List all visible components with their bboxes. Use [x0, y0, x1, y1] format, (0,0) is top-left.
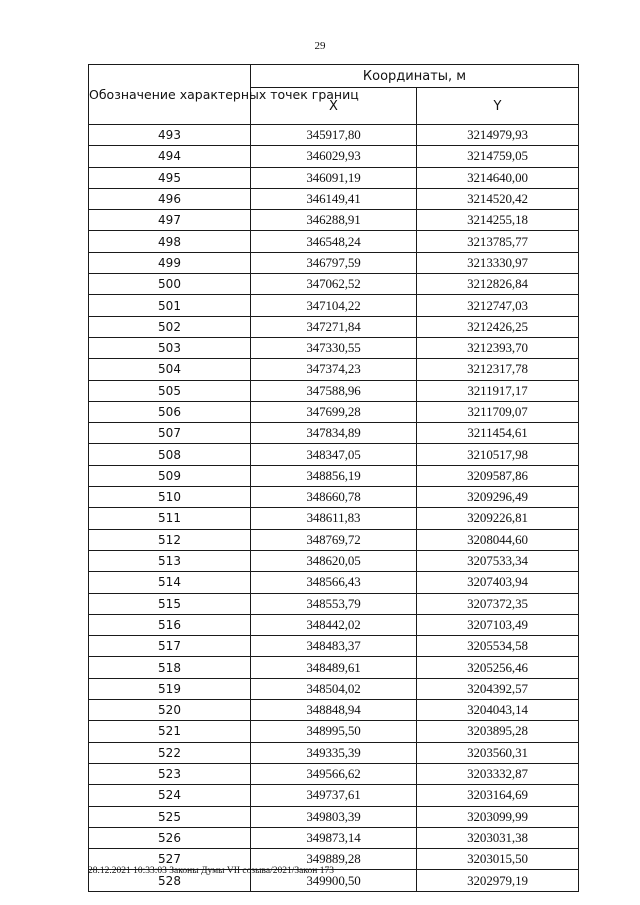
- x-cell: 348347,05: [251, 444, 417, 465]
- y-cell: 3214255,18: [417, 210, 579, 231]
- header-coordinates: Координаты, м: [251, 65, 579, 88]
- x-cell: 349889,28: [251, 849, 417, 870]
- x-cell: 347330,55: [251, 337, 417, 358]
- x-cell: 345917,80: [251, 125, 417, 146]
- point-cell: 515: [89, 593, 251, 614]
- table-row: [89, 231, 579, 252]
- y-cell: 3209226,81: [417, 508, 579, 529]
- y-cell: 3205534,58: [417, 636, 579, 657]
- x-cell: 348769,72: [251, 529, 417, 550]
- x-cell: 349803,39: [251, 806, 417, 827]
- table-row: [89, 593, 579, 614]
- x-cell: 348553,79: [251, 593, 417, 614]
- point-cell: 518: [89, 657, 251, 678]
- y-cell: 3203560,31: [417, 742, 579, 763]
- x-cell: 348660,78: [251, 487, 417, 508]
- table-row: [89, 678, 579, 699]
- x-cell: 348995,50: [251, 721, 417, 742]
- table-row: [89, 274, 579, 295]
- y-cell: 3207372,35: [417, 593, 579, 614]
- table-row: [89, 167, 579, 188]
- x-cell: 349737,61: [251, 785, 417, 806]
- table-row: [89, 636, 579, 657]
- point-cell: 509: [89, 465, 251, 486]
- x-cell: 347104,22: [251, 295, 417, 316]
- table-row: [89, 252, 579, 273]
- point-cell: 514: [89, 572, 251, 593]
- x-cell: 346149,41: [251, 188, 417, 209]
- x-cell: 346029,93: [251, 146, 417, 167]
- header-x: X: [251, 88, 417, 125]
- table-row: [89, 529, 579, 550]
- x-cell: 348442,02: [251, 614, 417, 635]
- x-cell: 349335,39: [251, 742, 417, 763]
- table-row: [89, 125, 579, 146]
- x-cell: 348620,05: [251, 550, 417, 571]
- y-cell: 3207533,34: [417, 550, 579, 571]
- x-cell: 347699,28: [251, 401, 417, 422]
- point-cell: 525: [89, 806, 251, 827]
- point-cell: 495: [89, 167, 251, 188]
- table-row: [89, 614, 579, 635]
- x-cell: 348856,19: [251, 465, 417, 486]
- page-number: 29: [314, 40, 326, 52]
- point-cell: 517: [89, 636, 251, 657]
- table-row: [89, 763, 579, 784]
- y-cell: 3204392,57: [417, 678, 579, 699]
- y-cell: 3211917,17: [417, 380, 579, 401]
- y-cell: 3211709,07: [417, 401, 579, 422]
- point-cell: 513: [89, 550, 251, 571]
- y-cell: 3212317,78: [417, 359, 579, 380]
- table-row: [89, 572, 579, 593]
- y-cell: 3214979,93: [417, 125, 579, 146]
- table-row: [89, 785, 579, 806]
- x-cell: 347374,23: [251, 359, 417, 380]
- table-row: [89, 423, 579, 444]
- point-cell: 520: [89, 700, 251, 721]
- point-cell: 507: [89, 423, 251, 444]
- point-cell: 527: [89, 849, 251, 870]
- y-cell: 3203164,69: [417, 785, 579, 806]
- coordinates-table: [88, 64, 579, 892]
- y-cell: 3213785,77: [417, 231, 579, 252]
- y-cell: 3214640,00: [417, 167, 579, 188]
- x-cell: 349566,62: [251, 763, 417, 784]
- x-cell: 347062,52: [251, 274, 417, 295]
- y-cell: 3207403,94: [417, 572, 579, 593]
- table-row: [89, 508, 579, 529]
- point-cell: 512: [89, 529, 251, 550]
- point-cell: 506: [89, 401, 251, 422]
- y-cell: 3203332,87: [417, 763, 579, 784]
- point-cell: 519: [89, 678, 251, 699]
- table-row: [89, 806, 579, 827]
- y-cell: 3204043,14: [417, 700, 579, 721]
- y-cell: 3203895,28: [417, 721, 579, 742]
- x-cell: 348489,61: [251, 657, 417, 678]
- y-cell: 3205256,46: [417, 657, 579, 678]
- table-row: [89, 465, 579, 486]
- point-cell: 502: [89, 316, 251, 337]
- x-cell: 348611,83: [251, 508, 417, 529]
- point-cell: 493: [89, 125, 251, 146]
- table-row: [89, 401, 579, 422]
- y-cell: 3202979,19: [417, 870, 579, 891]
- point-cell: 511: [89, 508, 251, 529]
- header-point-designation: Обозначение характерных точек границ: [89, 65, 251, 125]
- point-cell: 510: [89, 487, 251, 508]
- table-row: [89, 444, 579, 465]
- point-cell: 526: [89, 827, 251, 848]
- y-cell: 3210517,98: [417, 444, 579, 465]
- y-cell: 3214520,42: [417, 188, 579, 209]
- table-row: [89, 316, 579, 337]
- point-cell: 494: [89, 146, 251, 167]
- table-row: [89, 337, 579, 358]
- point-cell: 522: [89, 742, 251, 763]
- point-cell: 499: [89, 252, 251, 273]
- table-row: [89, 700, 579, 721]
- document-footer: 28.12.2021 10:33:03 Законы Думы VII созыва/2021/Закон 173: [88, 866, 334, 876]
- point-cell: 521: [89, 721, 251, 742]
- point-cell: 496: [89, 188, 251, 209]
- y-cell: 3208044,60: [417, 529, 579, 550]
- point-cell: 508: [89, 444, 251, 465]
- x-cell: 349900,50: [251, 870, 417, 891]
- y-cell: 3209296,49: [417, 487, 579, 508]
- point-cell: 516: [89, 614, 251, 635]
- point-cell: 528: [89, 870, 251, 891]
- table-row: [89, 146, 579, 167]
- table-row: [89, 359, 579, 380]
- point-cell: 498: [89, 231, 251, 252]
- table-row: [89, 657, 579, 678]
- table-body: [89, 125, 579, 892]
- y-cell: 3213330,97: [417, 252, 579, 273]
- table-row: [89, 295, 579, 316]
- point-cell: 501: [89, 295, 251, 316]
- x-cell: 346548,24: [251, 231, 417, 252]
- y-cell: 3203015,50: [417, 849, 579, 870]
- x-cell: 348483,37: [251, 636, 417, 657]
- table-row: [89, 721, 579, 742]
- table-row: [89, 210, 579, 231]
- table-row: [89, 487, 579, 508]
- y-cell: 3209587,86: [417, 465, 579, 486]
- y-cell: 3203099,99: [417, 806, 579, 827]
- point-cell: 504: [89, 359, 251, 380]
- x-cell: 346288,91: [251, 210, 417, 231]
- table-row: [89, 742, 579, 763]
- x-cell: 348504,02: [251, 678, 417, 699]
- point-cell: 500: [89, 274, 251, 295]
- y-cell: 3214759,05: [417, 146, 579, 167]
- table-row: [89, 380, 579, 401]
- x-cell: 346091,19: [251, 167, 417, 188]
- y-cell: 3212826,84: [417, 274, 579, 295]
- x-cell: 347271,84: [251, 316, 417, 337]
- y-cell: 3212426,25: [417, 316, 579, 337]
- y-cell: 3212393,70: [417, 337, 579, 358]
- x-cell: 346797,59: [251, 252, 417, 273]
- point-cell: 505: [89, 380, 251, 401]
- x-cell: 348566,43: [251, 572, 417, 593]
- x-cell: 348848,94: [251, 700, 417, 721]
- point-cell: 523: [89, 763, 251, 784]
- table-row: [89, 827, 579, 848]
- y-cell: 3203031,38: [417, 827, 579, 848]
- y-cell: 3211454,61: [417, 423, 579, 444]
- y-cell: 3207103,49: [417, 614, 579, 635]
- header-y: Y: [417, 88, 579, 125]
- x-cell: 349873,14: [251, 827, 417, 848]
- x-cell: 347834,89: [251, 423, 417, 444]
- y-cell: 3212747,03: [417, 295, 579, 316]
- point-cell: 497: [89, 210, 251, 231]
- table-row: [89, 188, 579, 209]
- point-cell: 503: [89, 337, 251, 358]
- table-row: [89, 550, 579, 571]
- point-cell: 524: [89, 785, 251, 806]
- x-cell: 347588,96: [251, 380, 417, 401]
